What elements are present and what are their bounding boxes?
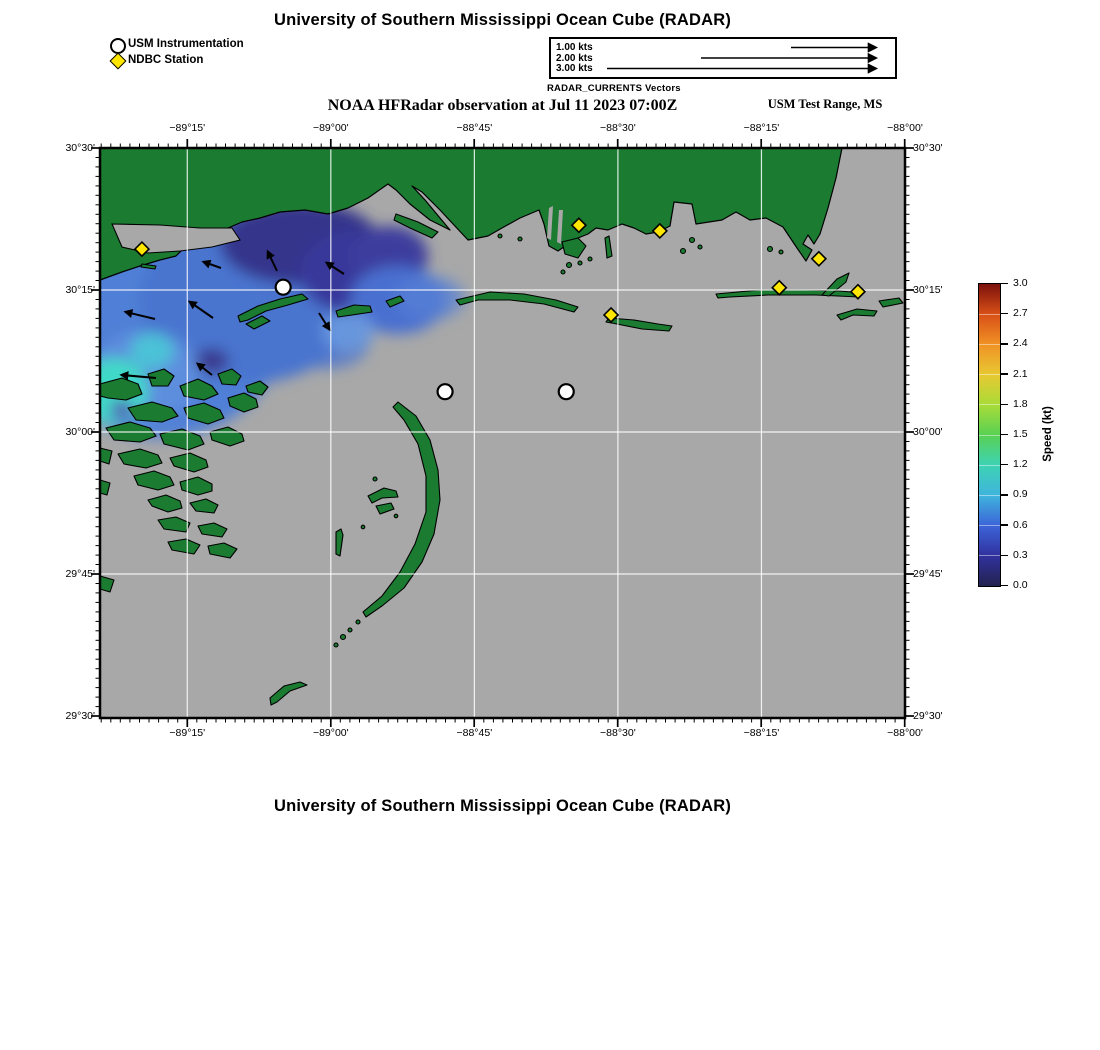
lat-tick-label-right: 30°30' — [913, 141, 943, 154]
colorbar-tick-label: 0.6 — [1013, 518, 1028, 531]
colorbar-gridline — [979, 495, 1000, 496]
usm-instrument-marker — [276, 280, 291, 295]
lat-tick-label-right: 29°45' — [913, 567, 943, 580]
colorbar-tick-label: 2.4 — [1013, 337, 1028, 350]
colorbar-tick-label: 0.3 — [1013, 548, 1028, 561]
colorbar-gridline — [979, 435, 1000, 436]
colorbar-tick — [1001, 404, 1008, 406]
colorbar-gridline — [979, 525, 1000, 526]
colorbar-tick — [1001, 585, 1008, 587]
colorbar-tick — [1001, 464, 1008, 466]
lat-tick-label-left: 30°00' — [65, 425, 95, 438]
vector-scale-2kt-label: 2.00 kts — [556, 52, 593, 64]
colorbar-tick-label: 1.5 — [1013, 428, 1028, 440]
vector-scale-arrows — [551, 39, 894, 76]
lon-tick-label-bottom: −88°00' — [887, 727, 923, 739]
colorbar-tick — [1001, 373, 1008, 375]
lon-tick-label-bottom: −88°30' — [600, 727, 636, 739]
colorbar-tick — [1001, 343, 1008, 345]
colorbar-tick-label: 0.0 — [1013, 579, 1028, 591]
lat-tick-label-left: 29°45' — [65, 567, 95, 580]
vector-scale-box — [549, 37, 897, 79]
colorbar-tick-label: 2.1 — [1013, 367, 1028, 380]
colorbar-tick — [1001, 313, 1008, 315]
vector-scale-1kt-label: 1.00 kts — [556, 42, 593, 53]
colorbar-tick-label: 1.2 — [1013, 458, 1028, 471]
colorbar-gridline — [979, 374, 1000, 375]
usm-instrument-marker — [438, 384, 453, 399]
lon-tick-label-bottom: −88°45' — [456, 727, 493, 739]
colorbar-tick-label: 1.8 — [1013, 397, 1028, 410]
colorbar-tick — [1001, 524, 1008, 526]
observation-subtitle: NOAA HFRadar observation at Jul 11 2023 07:00Z — [327, 97, 678, 114]
colorbar-tick-label: 3.0 — [1013, 277, 1028, 289]
legend-usm-label: USM Instrumentation — [128, 38, 244, 50]
colorbar-gridline — [979, 344, 1000, 345]
lat-tick-label-left: 30°15' — [65, 283, 95, 296]
figure-title-top: University of Southern Mississippi Ocean Cube (RADAR) — [273, 11, 732, 29]
map-canvas — [88, 136, 917, 730]
lon-tick-label-top: −89°00' — [312, 122, 349, 134]
lat-tick-label-left: 30°30' — [65, 141, 95, 154]
colorbar-gridline — [979, 465, 1000, 466]
lon-tick-label-top: −88°15' — [743, 122, 780, 134]
ndbc-station-icon — [110, 53, 127, 70]
legend-ndbc-label: NDBC Station — [128, 54, 204, 66]
colorbar-tick-label: 2.7 — [1013, 307, 1028, 320]
test-range-label: USM Test Range, MS — [767, 97, 883, 111]
lon-tick-label-top: −88°45' — [456, 122, 493, 134]
lon-tick-label-bottom: −88°15' — [743, 727, 780, 739]
colorbar-gridline — [979, 404, 1000, 405]
lon-tick-label-top: −88°30' — [600, 122, 636, 134]
lon-tick-label-bottom: −89°15' — [169, 727, 206, 739]
colorbar-tick — [1001, 555, 1008, 557]
figure-title-bottom: University of Southern Mississippi Ocean Cube (RADAR) — [273, 797, 732, 815]
colorbar-gridline — [979, 314, 1000, 315]
vector-scale-caption: RADAR_CURRENTS Vectors — [547, 83, 681, 94]
colorbar-tick — [1001, 434, 1008, 436]
vector-scale-3kt-label: 3.00 kts — [556, 63, 593, 74]
lat-tick-label-right: 30°15' — [913, 283, 943, 296]
colorbar-tick — [1001, 283, 1008, 285]
lon-tick-label-top: −88°00' — [887, 122, 923, 134]
colorbar-tick — [1001, 494, 1008, 496]
lon-tick-label-top: −89°15' — [169, 122, 206, 134]
colorbar-tick-label: 0.9 — [1013, 488, 1028, 501]
colorbar-axis-label: Speed (kt) — [1042, 406, 1054, 462]
lat-tick-label-left: 29°30' — [65, 709, 95, 722]
lat-tick-label-right: 29°30' — [913, 709, 943, 722]
usm-instrument-marker — [559, 384, 574, 399]
colorbar-gridline — [979, 555, 1000, 556]
lat-tick-label-right: 30°00' — [913, 425, 943, 438]
lon-tick-label-bottom: −89°00' — [312, 727, 349, 739]
